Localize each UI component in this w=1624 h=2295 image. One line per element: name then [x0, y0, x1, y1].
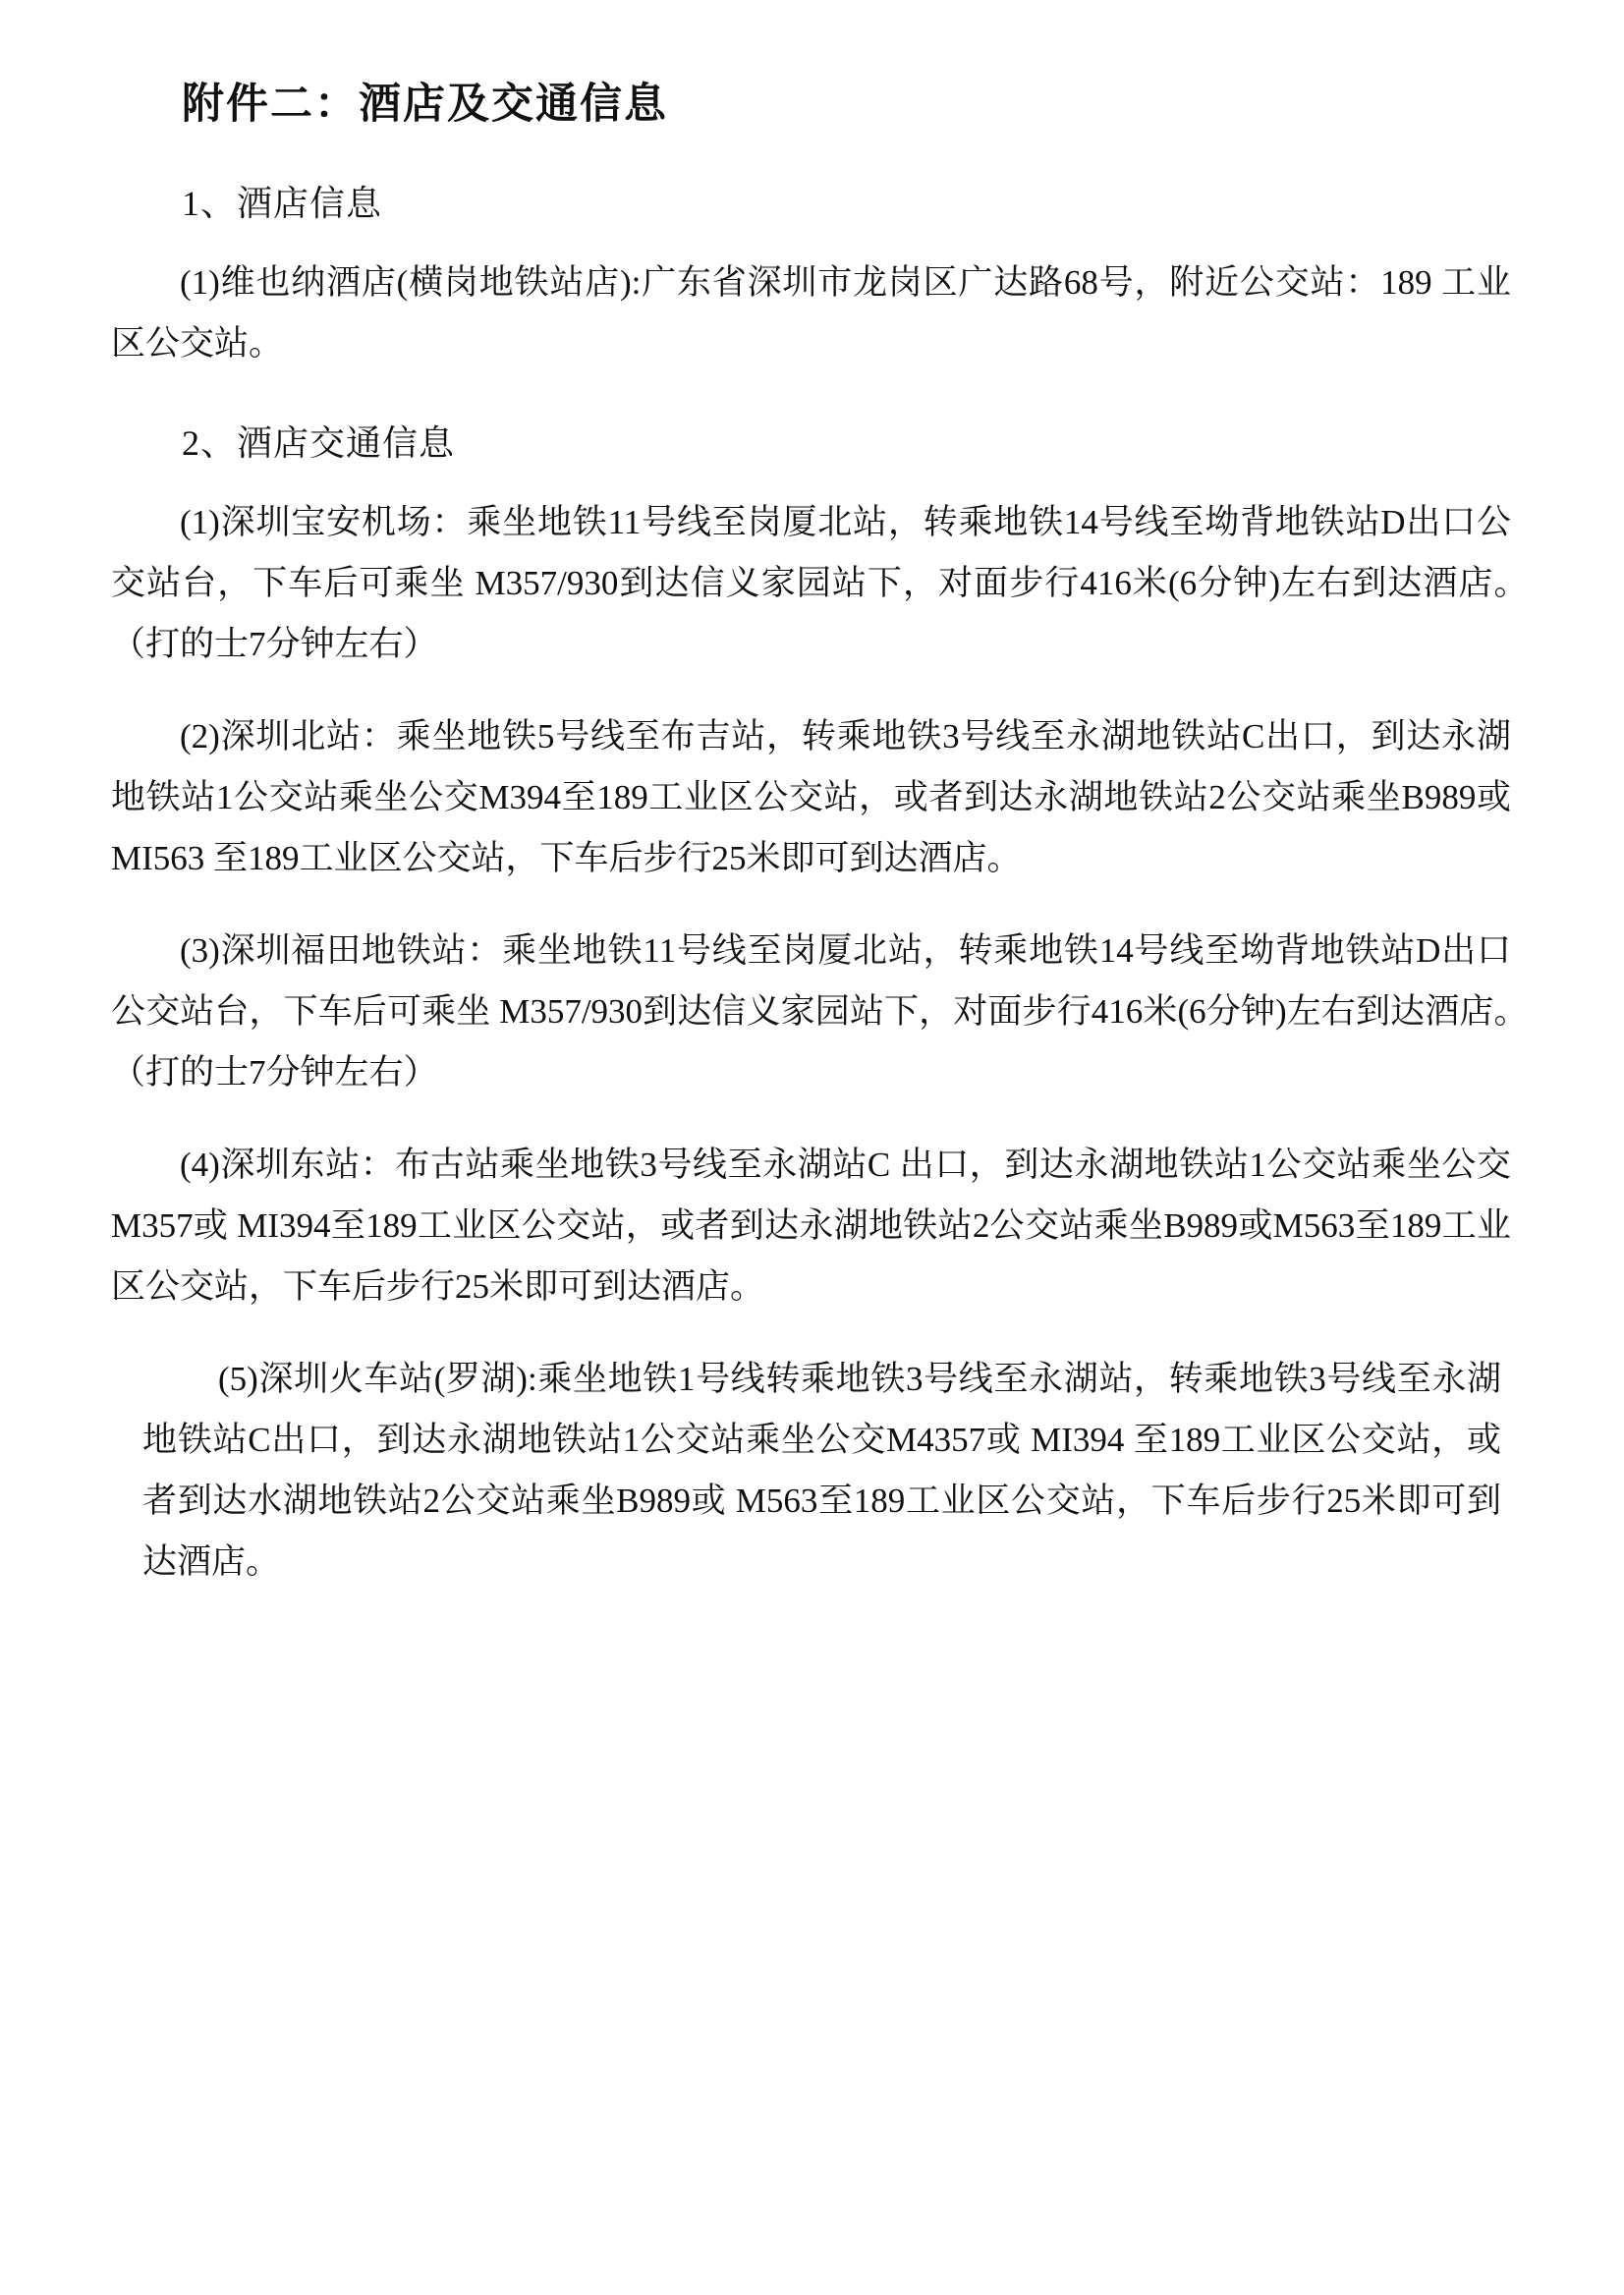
transit-shenzhen-railway-luohu-paragraph: (5)深圳火车站(罗湖):乘坐地铁1号线转乘地铁3号线至永湖站，转乘地铁3号线至永湖地铁站C出口，到达永湖地铁站1公交站乘坐公交M4357或 MI394 至189工业区公交站，或者到达水湖地铁站2公交站乘坐B989或 M563至189工业区公交站，下车后步行25米即可到达酒店。 [142, 1360, 1501, 1581]
hotel-info-paragraph: (1)维也纳酒店(横岗地铁站店):广东省深圳市龙岗区广达路68号，附近公交站：189 工业区公交站。 [111, 263, 1511, 363]
transit-shenzhen-north-paragraph: (2)深圳北站：乘坐地铁5号线至布吉站，转乘地铁3号线至永湖地铁站C出口，到达永湖地铁站1公交站乘坐公交M394至189工业区公交站，或者到达永湖地铁站2公交站乘坐B989或 MI563 至189工业区公交站，下车后步行25米即可到达酒店。 [111, 717, 1511, 877]
section-transit-heading: 2、酒店交通信息 [182, 423, 456, 463]
document-title-text: 附件二：酒店及交通信息 [182, 82, 668, 128]
document-title [182, 76, 1511, 135]
transit-baoan-airport-paragraph: (1)深圳宝安机场：乘坐地铁11号线至岗厦北站，转乘地铁14号线至坳背地铁站D出口公交站台，下车后可乘坐 M357/930到达信义家园站下，对面步行416米(6分钟)左右到达酒店。 （打的士7分钟左右） [111, 503, 1546, 663]
section-hotel-heading: 1、酒店信息 [182, 184, 383, 223]
transit-shenzhen-east-paragraph: (4)深圳东站：布古站乘坐地铁3号线至永湖站C 出口，到达永湖地铁站1公交站乘坐公交M357或 MI394至189工业区公交站，或者到达永湖地铁站2公交站乘坐B989或M563至189工业区公交站，下车后步行25米即可到达酒店。 [111, 1146, 1511, 1306]
transit-futian-metro-paragraph: (3)深圳福田地铁站：乘坐地铁11号线至岗厦北站，转乘地铁14号线至坳背地铁站D出口公交站台，下车后可乘坐 M357/930到达信义家园站下，对面步行416米(6分钟)左右到达酒店。 （打的士7分钟左右） [111, 931, 1546, 1092]
